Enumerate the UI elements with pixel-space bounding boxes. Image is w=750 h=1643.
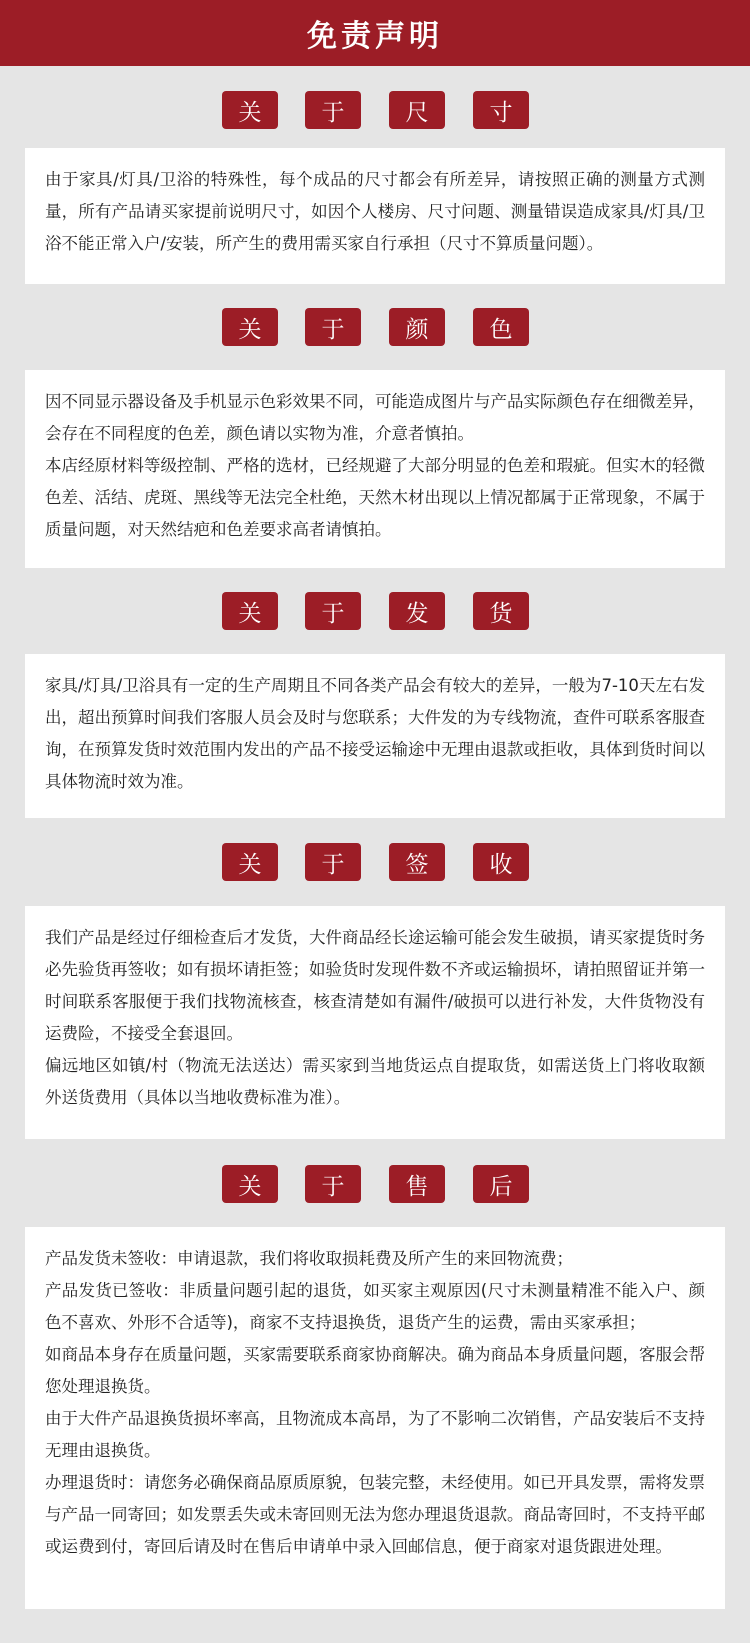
section-panel-shipping [25, 654, 725, 818]
paragraph: 因不同显示器设备及手机显示色彩效果不同，可能造成图片与产品实际颜色存在细微差异，会存在不同程度的色差，颜色请以实物为准，介意者慎拍。 [45, 392, 705, 443]
paragraph: 本店经原材料等级控制、严格的选材，已经规避了大部分明显的色差和瑕疵。但实木的轻微色差、活结、虎斑、黑线等无法完全杜绝，天然木材出现以上情况都属于正常现象，不属于质量问题，对天然结疤和色差要求高者请慎拍。 [45, 456, 705, 539]
title-char: 尺 [389, 91, 445, 129]
section-title-receipt [0, 843, 750, 883]
page-title: 免责声明 [307, 19, 443, 54]
section-title-after-sales [0, 1165, 750, 1205]
paragraph: 产品发货未签收：申请退款，我们将收取损耗费及所产生的来回物流费； [45, 1249, 573, 1268]
title-char: 签 [389, 843, 445, 881]
section-panel-size [25, 148, 725, 284]
paragraph: 家具/灯具/卫浴具有一定的生产周期且不同各类产品会有较大的差异，一般为7-10天左右发出，超出预算时间我们客服人员会及时与您联系；大件发的为专线物流，查件可联系客服查询，在预算发货时效范围内发出的产品不接受运输途中无理由退款或拒收，具体到货时间以具体物流时效为准。 [45, 676, 705, 791]
section-title-size [0, 91, 750, 131]
title-char: 收 [473, 843, 529, 881]
title-char: 关 [222, 843, 278, 881]
paragraph: 如商品本身存在质量问题，买家需要联系商家协商解决。确为商品本身质量问题，客服会帮您处理退换货。 [45, 1345, 705, 1396]
title-char: 发 [389, 592, 445, 630]
title-char: 关 [222, 592, 278, 630]
title-char: 后 [473, 1165, 529, 1203]
paragraph: 由于大件产品退换货损坏率高，且物流成本高昂，为了不影响二次销售，产品安装后不支持无理由退换货。 [45, 1409, 705, 1460]
title-char: 于 [305, 91, 361, 129]
section-panel-after-sales [25, 1227, 725, 1609]
title-char: 于 [305, 308, 361, 346]
title-char: 关 [222, 308, 278, 346]
page-header [0, 0, 750, 66]
title-char: 货 [473, 592, 529, 630]
paragraph: 由于家具/灯具/卫浴的特殊性，每个成品的尺寸都会有所差异，请按照正确的测量方式测量，所有产品请买家提前说明尺寸，如因个人楼房、尺寸问题、测量错误造成家具/灯具/卫浴不能正常入户/安装，所产生的费用需买家自行承担（尺寸不算质量问题）。 [45, 170, 705, 253]
section-title-shipping [0, 592, 750, 632]
title-char: 于 [305, 843, 361, 881]
section-panel-receipt [25, 906, 725, 1139]
title-char: 售 [389, 1165, 445, 1203]
title-char: 颜 [389, 308, 445, 346]
section-title-color [0, 308, 750, 348]
title-char: 关 [222, 1165, 278, 1203]
title-char: 寸 [473, 91, 529, 129]
title-char: 关 [222, 91, 278, 129]
paragraph: 偏远地区如镇/村（物流无法送达）需买家到当地货运点自提取货，如需送货上门将收取额外送货费用（具体以当地收费标准为准）。 [45, 1056, 705, 1107]
paragraph: 办理退货时：请您务必确保商品原质原貌，包装完整，未经使用。如已开具发票，需将发票与产品一同寄回；如发票丢失或未寄回则无法为您办理退货退款。商品寄回时，不支持平邮或运费到付，寄回后请及时在售后申请单中录入回邮信息，便于商家对退货跟进处理。 [45, 1473, 705, 1556]
title-char: 于 [305, 1165, 361, 1203]
title-char: 于 [305, 592, 361, 630]
paragraph: 我们产品是经过仔细检查后才发货，大件商品经长途运输可能会发生破损，请买家提货时务必先验货再签收；如有损坏请拒签；如验货时发现件数不齐或运输损坏，请拍照留证并第一时间联系客服便于我们找物流核查，核查清楚如有漏件/破损可以进行补发，大件货物没有运费险，不接受全套退回。 [45, 928, 705, 1043]
title-char: 色 [473, 308, 529, 346]
section-panel-color [25, 370, 725, 568]
paragraph: 产品发货已签收：非质量问题引起的退货，如买家主观原因(尺寸未测量精准不能入户、颜色不喜欢、外形不合适等)，商家不支持退换货，退货产生的运费，需由买家承担； [45, 1281, 705, 1332]
